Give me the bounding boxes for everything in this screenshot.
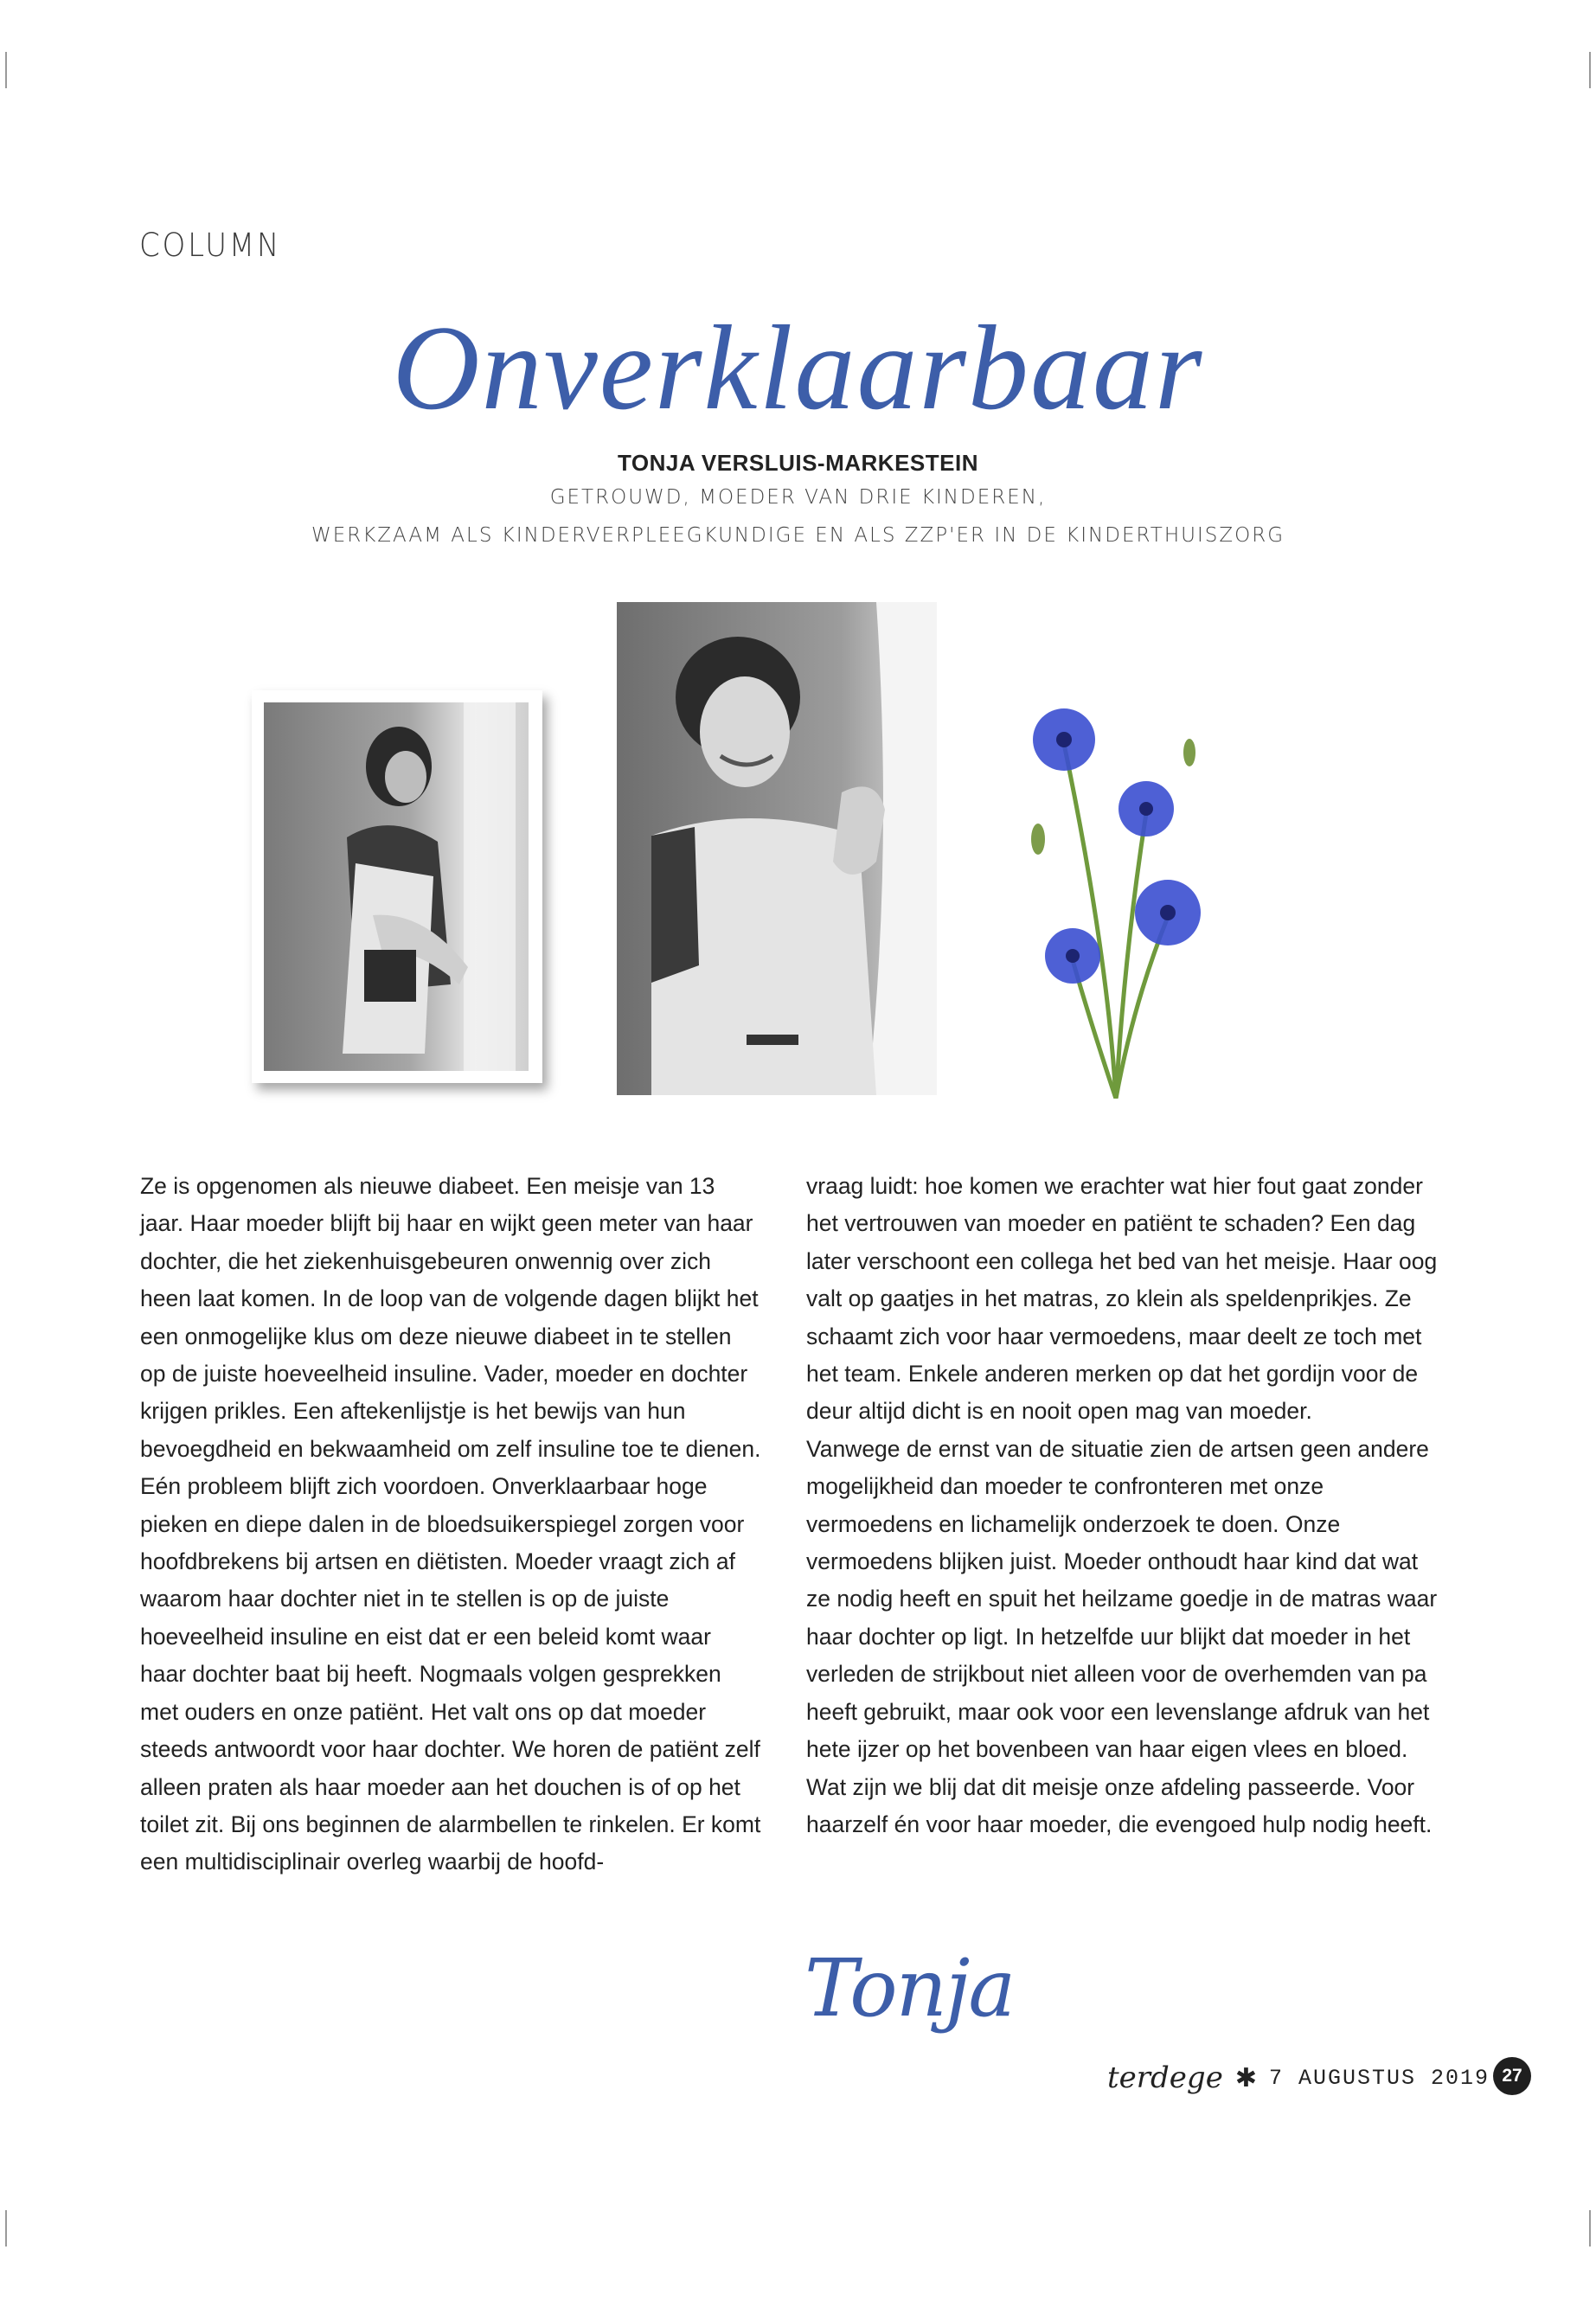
cornflower-illustration bbox=[1003, 692, 1228, 1099]
paragraph: Ze is opgenomen als nieuwe diabeet. Een meisje van 13 jaar. Haar moeder blijft bij haar en wijkt geen meter van haar dochter, die het ziekenhuisgebeuren onwennig over zich heen laat komen. In de loop van de volgende dagen blijkt het een onmogelijke klus om deze nieuwe diabeet in te stellen op de juiste hoeveelheid insuline. Vader, moeder en dochter krijgen prikles. Een aftekenlijstje is het bewijs van hun bevoegdheid en bekwaamheid om zelf insuline toe te dienen. bbox=[140, 1173, 761, 1462]
article-title: Onverklaarbaar bbox=[392, 301, 1204, 435]
page-number: 27 bbox=[1493, 2057, 1531, 2095]
magazine-brand: terdege bbox=[1107, 2061, 1223, 2095]
section-kicker: COLUMN bbox=[139, 227, 282, 264]
article-column-right bbox=[806, 1168, 1438, 1843]
nurse-portrait-photo bbox=[617, 602, 937, 1095]
author-bio-line-1: GETROUWD, MOEDER VAN DRIE KINDEREN, bbox=[549, 486, 1047, 509]
crop-mark-bottom-right bbox=[1589, 2210, 1591, 2247]
crop-mark-bottom-left bbox=[5, 2210, 7, 2247]
asterisk-separator-icon: ✱ bbox=[1234, 2063, 1257, 2093]
crop-mark-top-left bbox=[5, 52, 7, 88]
article-column-left bbox=[140, 1168, 763, 1881]
author-name: TONJA VERSLUIS-MARKESTEIN bbox=[618, 450, 978, 476]
issue-date: 7 AUGUSTUS 2019 bbox=[1268, 2065, 1490, 2091]
author-bio-line-2: WERKZAAM ALS KINDERVERPLEEGKUNDIGE EN ALS ZZP'ER IN DE KINDERTHUISZORG bbox=[311, 524, 1285, 547]
page-footer bbox=[1107, 2061, 1490, 2095]
framed-portrait-photo bbox=[252, 690, 542, 1083]
paragraph: Eén probleem blijft zich voordoen. Onverklaarbaar hoge pieken en diepe dalen in de bloedsuikerspiegel zorgen voor hoofdbrekens bij artsen en diëtisten. Moeder vraagt zich af waarom haar dochter niet in te stellen is op de juiste hoeveelheid insuline en eist dat er een beleid komt waar haar dochter baat bij heeft. Nogmaals volgen gesprekken met ouders en onze patiënt. Het valt ons op dat moeder steeds antwoordt voor haar dochter. We horen de patiënt zelf alleen praten als haar moeder aan het douchen is of op het toilet zit. Bij ons beginnen de alarmbellen te rinkelen. Er komt een multidisciplinair overleg waarbij de hoofd- bbox=[140, 1473, 761, 1875]
crop-mark-top-right bbox=[1589, 52, 1591, 88]
paragraph: Vanwege de ernst van de situatie zien de artsen geen andere mogelijkheid dan moeder te confronteren met onze vermoedens en lichamelijk onderzoek te doen. Onze vermoedens blijken juist. Moeder onthoudt haar kind dat wat ze nodig heeft en spuit het heilzame goedje in de matras waar haar dochter op ligt. In hetzelfde uur blijkt dat moeder in het verleden de strijkbout niet alleen voor de overhemden van pa heeft gebruikt, maar ook voor een levenslange afdruk van het hete ijzer op het bovenbeen van haar eigen vlees en bloed. Wat zijn we blij dat dit meisje onze afdeling passeerde. Voor haarzelf én voor haar moeder, die evengoed hulp nodig heeft. bbox=[806, 1435, 1438, 1837]
author-signature: Tonja bbox=[804, 1942, 1015, 2035]
paragraph: vraag luidt: hoe komen we erachter wat hier fout gaat zonder het vertrouwen van moeder en patiënt te schaden? Een dag later verschoont een collega het bed van het meisje. Haar oog valt op gaatjes in het matras, zo klein als speldenprikjes. Ze schaamt zich voor haar vermoedens, maar deelt ze toch met het team. Enkele anderen merken op dat het gordijn voor de deur altijd dicht is en nooit open mag van moeder. bbox=[806, 1173, 1438, 1425]
